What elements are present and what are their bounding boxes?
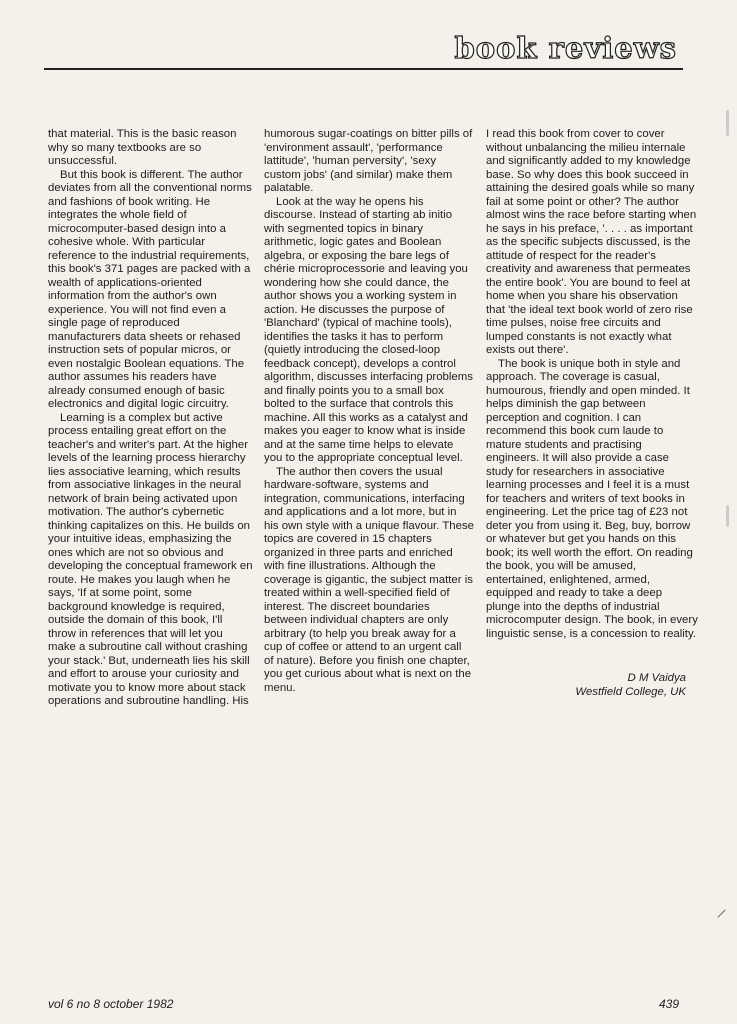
reviewer-signature xyxy=(486,671,698,699)
page-edge-mark xyxy=(726,110,729,136)
paragraph: that material. This is the basic reason why so many textbooks are so unsuccessful. xyxy=(48,128,237,167)
header-rule xyxy=(44,68,683,70)
paragraph: Learning is a complex but active process entailing great effort on the teacher's and writer's part. At the higher levels of the learning process hierarchy lies associative learning, which results from associative linkages in the neural network of brain being activated upon motivation. The author's cybernetic thinking capitalizes on this. He builds on your intuitive ideas, emphasizing the ones which are not so obvious and developing the conceptual framework en route. He makes you laugh when he says, 'If at some point, some background knowledge is required, outside the domain of this book, I'll throw in references that will let you make a subroutine call without crashing your stack.' But, underneath lies his skill and effort to arouse your curiosity and motivate you to know more about stack operations and subroutine handling. His xyxy=(48,411,253,707)
page-curl-icon: ⸝ xyxy=(715,896,727,921)
page-number: 439 xyxy=(658,997,679,1011)
paragraph: I read this book from cover to cover without unbalancing the milieu internale and significantly added to my knowledge base. So why does this book succeed in attaining the desired goals while so many fail at some point or other? The author almost wins the race before starting when he says in his preface, '. . . . as important as the specific subjects discussed, is the attitude of respect for the reader's creativity and awareness that permeates the entire book'. You are bound to feel at home when you share his observation that 'the ideal text book world of zero rise time pulses, noise free circuits and lumped constants is not exactly what exists out there'. xyxy=(486,128,697,356)
column-1 xyxy=(48,128,253,709)
page-edge-mark xyxy=(726,505,729,527)
paragraph: But this book is different. The author deviates from all the conventional norms and fashions of book writing. He integrates the whole field of microcomputer-based design into a cohesive whole. With particular reference to the industrial requirements, this book's 371 pages are packed with a wealth of applications-oriented information from the author's own experience. You will not find even a single page of reproduced manufacturers data sheets or rehased instruction sets of popular micros, or even nostalgic Boolean equations. The author assumes his readers have already consumed enough of basic electronics and digital logic circuitry. xyxy=(48,168,252,410)
paragraph: The author then covers the usual hardware-software, systems and integration, communications, interfacing and applications and a lot more, but in his own style with a unique flavour. These topics are covered in 15 chapters organized in three parts and enriched with fine illustrations. Although the coverage is gigantic, the subject matter is treated within a well-specified field of interest. The discreet boundaries between individual chapters are only arbitrary (to help you break away for a cup of coffee or attend to an urgent call of nature). Before you finish one chapter, you get curious about what is next on the menu. xyxy=(264,465,475,694)
reviewer-name: D M Vaidya xyxy=(627,672,686,684)
column-2 xyxy=(264,128,474,695)
issue-info: vol 6 no 8 october 1982 xyxy=(48,997,174,1011)
paragraph: The book is unique both in style and approach. The coverage is casual, humourous, friendly and open minded. It helps diminish the gap between perception and cognition. I can recommend this book cum laude to mature students and practising engineers. It will also provide a case study for researchers in associative learning processes and I feel it is a must for teachers and writers of text books in engineering. Let the price tag of £23 not deter you from using it. Beg, buy, borrow or whatever but get you hands on this book; its well worth the effort. On reading the book, you will be amused, entertained, enlightened, armed, equipped and ready to take a deep plunge into the depths of industrial microcomputer design. The book, in every linguistic sense, is a concession to reality. xyxy=(486,357,698,640)
column-3 xyxy=(486,128,698,699)
section-title: book reviews xyxy=(454,31,677,65)
paragraph: humorous sugar-coatings on bitter pills of 'environment assault', 'performance lattitude', 'human perversity', 'sexy custom jobs' (and similar) make them palatable. xyxy=(264,128,473,194)
reviewer-affiliation: Westfield College, UK xyxy=(575,686,686,698)
paragraph: Look at the way he opens his discourse. Instead of starting ab initio with segmented topics in binary arithmetic, logic gates and Boolean algebra, or exposing the bare legs of chérie microprocessorie and leaving you wondering how she could dance, the author shows you a working system in action. He discusses the purpose of 'Blanchard' (typical of machine tools), identifies the tasks it has to perform (quietly introducing the closed-loop feedback concept), develops a control algorithm, discusses interfacing problems and finally points you to a small box bolted to the surface that controls this machine. All this works as a catalyst and makes you eager to know what is inside and at the same time helps to elevate you to the appropriate conceptual level. xyxy=(264,195,473,464)
